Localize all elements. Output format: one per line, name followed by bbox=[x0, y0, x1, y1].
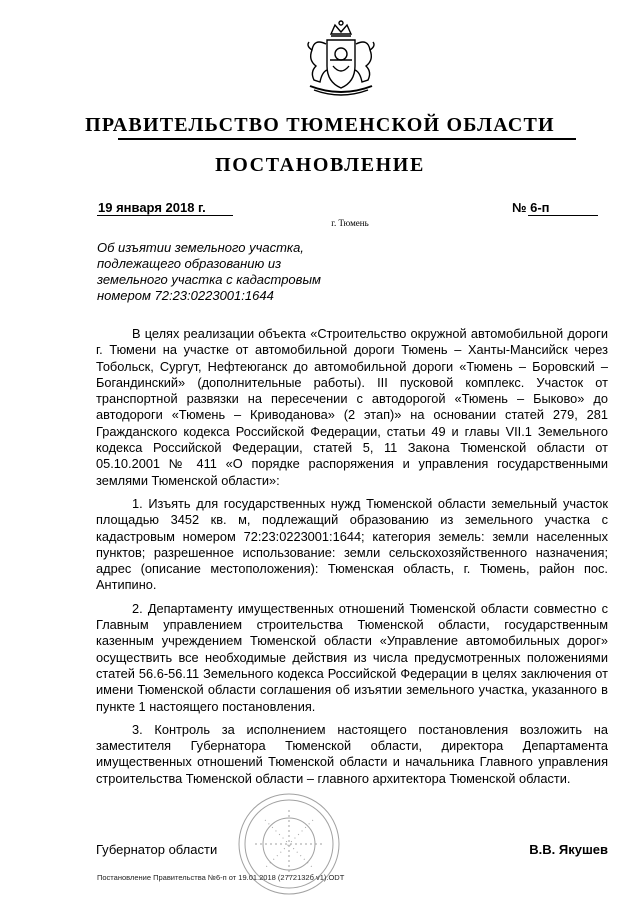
document-footer: Постановление Правительства №6-п от 19.01.2018 (2772132б v1).ODT bbox=[97, 873, 345, 882]
clause-2-paragraph: 2. Департаменту имущественных отношений Тюменской области совместно с Главным управлением строительства Тюменской области, государственным казенным учреждением Тюменской области «Управление автомобильных дорог» осуществить все необходимые действия из числа предусмотренных положениями статей 56.6-56.11 Земельного кодекса Российской Федерации в целях заключения от имени Тюменской области соглашения об изъятии земельного участка, указанного в пункте 1 настоящего постановления. bbox=[96, 600, 608, 714]
number-underline bbox=[528, 215, 598, 216]
document-subject: Об изъятии земельного участка, подлежащего образованию из земельного участка с кадастровым номером 72:23:0223001:1644 bbox=[97, 240, 321, 303]
city-label: г. Тюмень bbox=[331, 218, 369, 228]
signer-name: В.В. Якушев bbox=[529, 842, 608, 857]
document-date: 19 января 2018 г. bbox=[98, 200, 206, 215]
signer-title: Губернатор области bbox=[96, 842, 218, 857]
title-divider bbox=[118, 138, 576, 140]
document-type: ПОСТАНОВЛЕНИЕ bbox=[215, 154, 425, 176]
document-number: № 6-п bbox=[512, 200, 550, 215]
date-underline bbox=[97, 215, 233, 216]
coat-of-arms-icon bbox=[300, 20, 382, 100]
clause-1-paragraph: 1. Изъять для государственных нужд Тюменской области земельный участок площадью 3452 кв. м, подлежащий образованию из земельного участка с кадастровым номером 72:23:0223001:1644; категория земель: земли населенных пунктов; разрешенное использование: земли сельскохозяйственного назначения; адрес (описание местоположения): Тюменская область, г. Тюмень, район пос. Антипино. bbox=[96, 495, 608, 593]
preamble-paragraph: В целях реализации объекта «Строительство окружной автомобильной дороги г. Тюмени на участке от автомобильной дороги Тюмень – Ханты-Мансийск через Тобольск, Сургут, Нефтеюганск до автомобильной дороги «Тюмень – Боровский – Богандинский» (дополнительные работы). III пусковой комплекс. Участок от транспортной развязки на пересечении с автодорогой «Тюмень – Быково» до автодороги «Тюмень – Криводанова» (2 этап)» на основании статей 279, 281 Гражданского кодекса Российской Федерации, статьи 49 и главы VII.1 Земельного кодекса Российской Федерации, статей 5, 11 Закона Тюменской области от 05.10.2001 № 411 «О порядке распоряжения и управления государственными землями Тюменской области»: bbox=[96, 326, 608, 488]
document-body bbox=[96, 326, 608, 794]
clause-3-paragraph: 3. Контроль за исполнением настоящего постановления возложить на заместителя Губернатора Тюменской области, директора Департамента имущественных отношений Тюменской области и начальника Главного управления строительства Тюменской области – главного архитектора Тюменской области. bbox=[96, 721, 608, 786]
government-title: ПРАВИТЕЛЬСТВО ТЮМЕНСКОЙ ОБЛАСТИ bbox=[85, 114, 555, 136]
